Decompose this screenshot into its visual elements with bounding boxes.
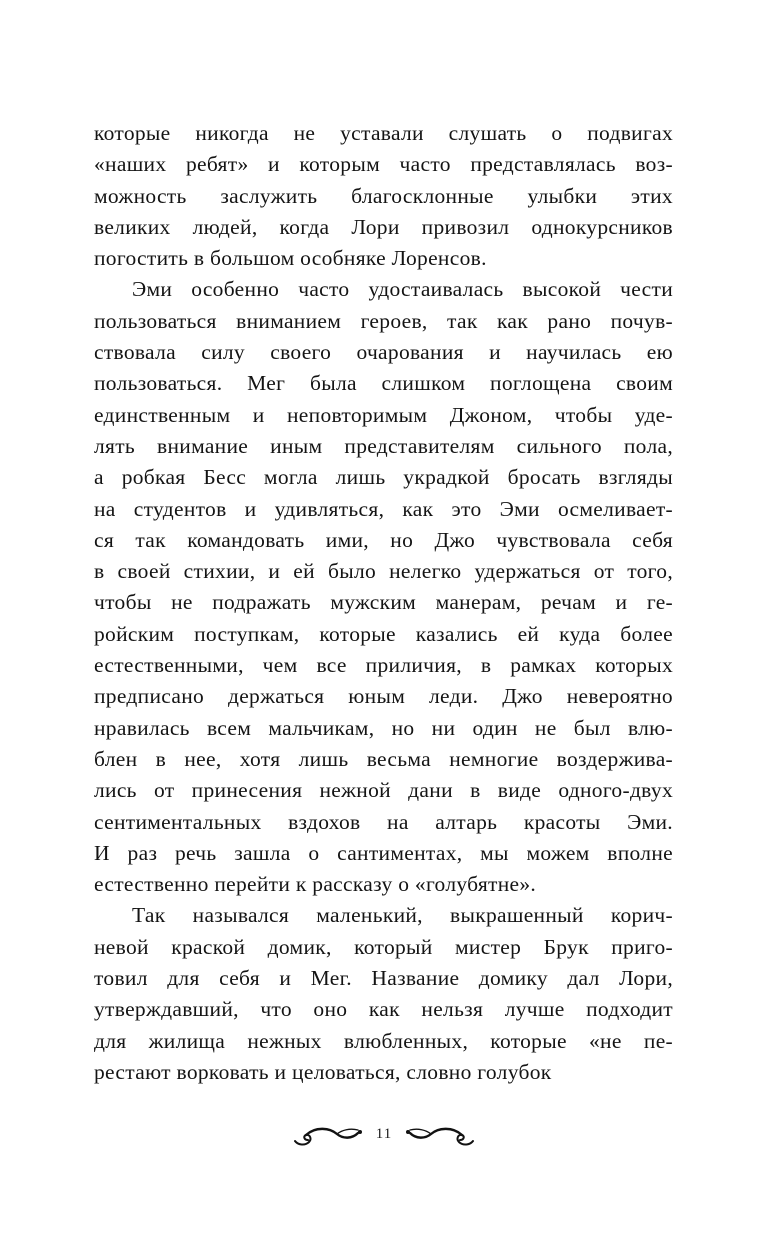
text-line: которые никогда не уставали слушать о подвигах	[94, 121, 673, 145]
text-line: пользоваться вниманием героев, так как рано почув-	[94, 308, 673, 333]
text-line: в своей стихии, и ей было нелегко удержаться от того,	[94, 559, 673, 584]
text-line: естественно перейти к рассказу о «голубятне».	[94, 872, 537, 897]
text-line: невой краской домик, который мистер Брук приго-	[94, 934, 673, 959]
text-line: товил для себя и Мег. Название домику дал Лори,	[94, 966, 673, 991]
text-line: чтобы не подражать мужским манерам, речам и ге-	[94, 590, 673, 615]
text-line: ствовала силу своего очарования и научилась ею	[94, 340, 673, 365]
text-line: Так назывался маленький, выкрашенный корич-	[132, 903, 673, 928]
text-line: предписано держаться юным леди. Джо невероятно	[94, 684, 673, 709]
text-line: Эми особенно часто удостаивалась высокой чести	[132, 277, 673, 302]
text-line: а робкая Бесс могла лишь украдкой бросать взгляды	[94, 465, 673, 490]
footer-ornament-right-icon	[404, 1122, 476, 1148]
footer-ornament-left-icon	[292, 1122, 364, 1148]
text-line: И раз речь зашла о сантиментах, мы можем вполне	[94, 840, 673, 865]
page-footer	[0, 1122, 768, 1148]
text-line: пользоваться. Мег была слишком поглощена своим	[94, 371, 673, 396]
text-line: ся так командовать ими, но Джо чувствовала себя	[94, 527, 673, 552]
text-line: можность заслужить благосклонные улыбки этих	[94, 183, 673, 208]
text-block	[94, 118, 673, 1088]
text-line: блен в нее, хотя лишь весьма немногие воздержива-	[94, 746, 673, 771]
text-line: погостить в большом особняке Лоренсов.	[94, 246, 487, 271]
text-line: великих людей, когда Лори привозил однокурсников	[94, 214, 673, 239]
text-line: на студентов и удивляться, как это Эми осмеливает-	[94, 496, 673, 521]
text-line: сентиментальных вздохов на алтарь красоты Эми.	[94, 809, 673, 834]
text-line: естественными, чем все приличия, в рамках которых	[94, 653, 673, 678]
text-line: для жилища нежных влюбленных, которые «не пе-	[94, 1028, 673, 1053]
text-line: лись от принесения нежной дани в виде одного-двух	[94, 778, 673, 803]
text-line: «наших ребят» и которым часто представлялась воз-	[94, 152, 673, 177]
page-number: 11	[375, 1125, 393, 1142]
text-line: рестают ворковать и целоваться, словно голубок	[94, 1059, 552, 1084]
text-line: утверждавший, что оно как нельзя лучше подходит	[94, 997, 673, 1022]
text-line: ройским поступкам, которые казались ей куда более	[94, 621, 673, 646]
text-line: нравилась всем мальчикам, но ни один не был влю-	[94, 715, 673, 740]
text-line: единственным и неповторимым Джоном, чтобы уде-	[94, 402, 673, 427]
text-line: лять внимание иным представителям сильного пола,	[94, 433, 673, 458]
